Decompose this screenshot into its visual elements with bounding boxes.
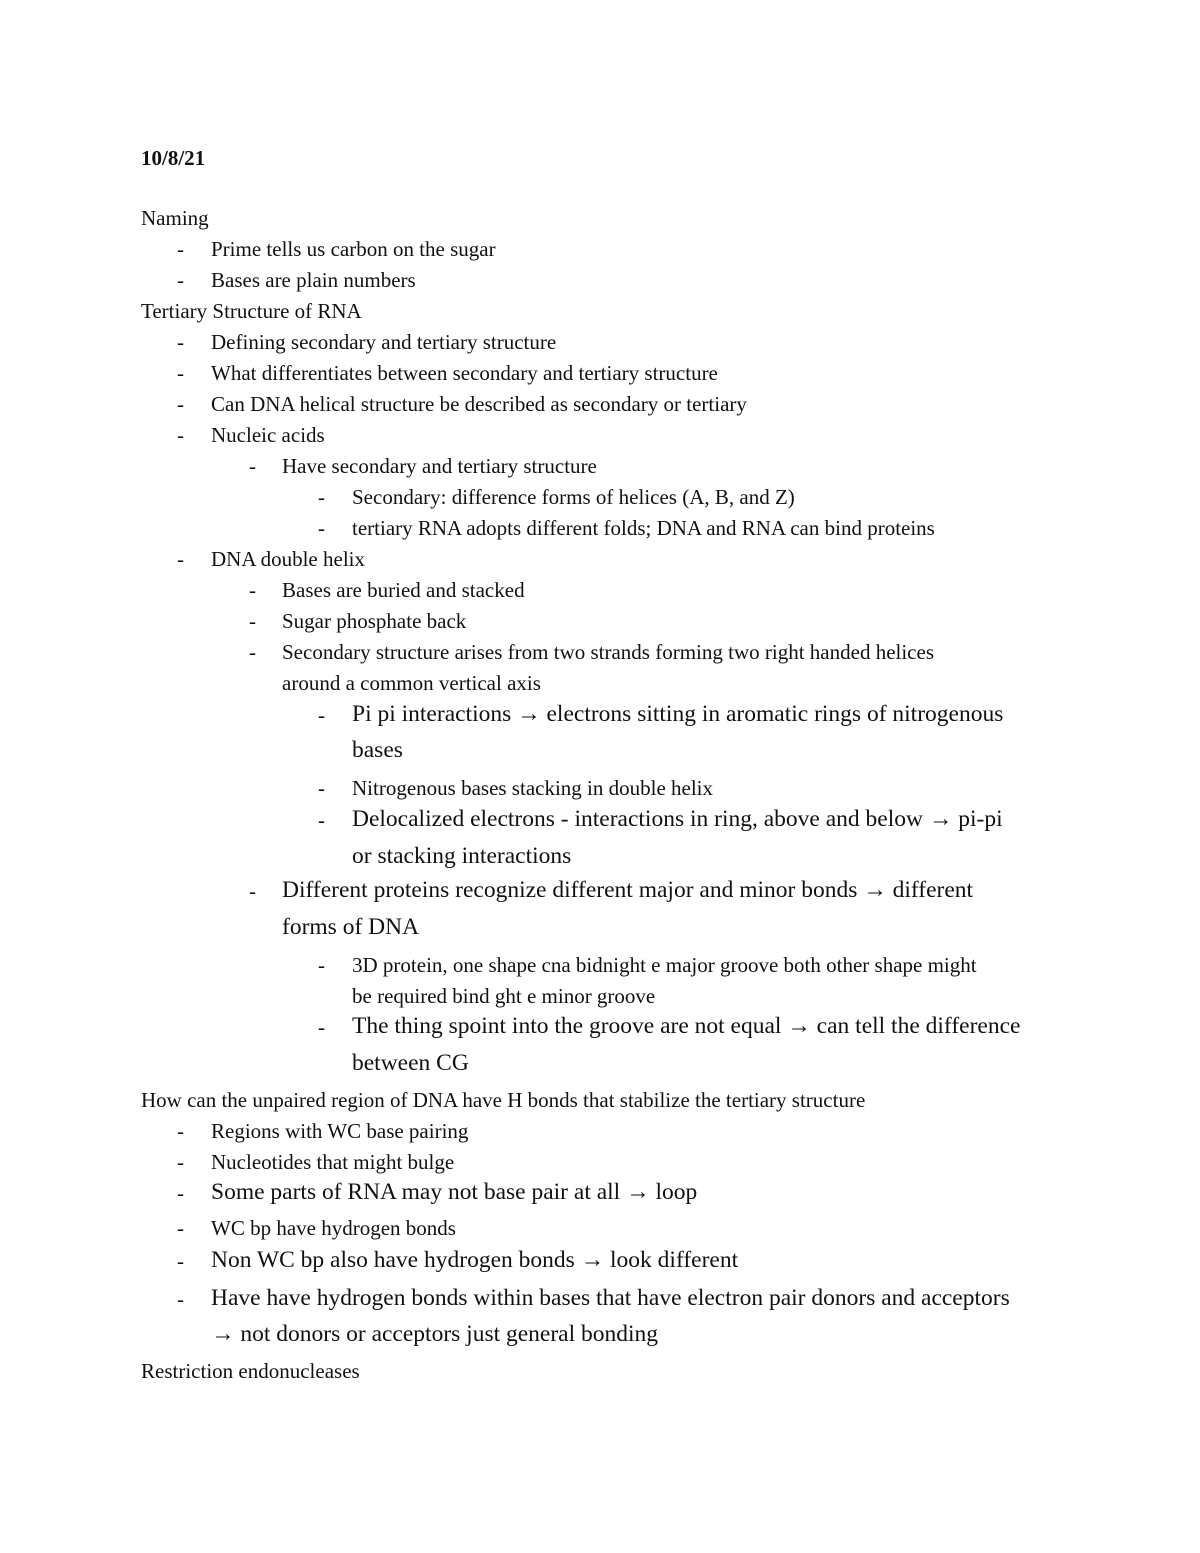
note-item: Have secondary and tertiary structure — [282, 454, 597, 478]
note-item: Nitrogenous bases stacking in double helix — [352, 776, 714, 800]
note-item: What differentiates between secondary and tertiary structure — [211, 361, 718, 385]
bullet-dash: - — [177, 268, 184, 292]
bullet-dash: - — [177, 1181, 184, 1205]
bullet-dash: - — [249, 640, 256, 664]
bullet-dash: - — [249, 454, 256, 478]
note-item: 3D protein, one shape cna bidnight e major groove both other shape might — [352, 953, 977, 977]
note-item: DNA double helix — [211, 547, 365, 571]
note-item: Sugar phosphate back — [282, 609, 467, 633]
note-item: Nucleotides that might bulge — [211, 1150, 455, 1174]
bullet-dash: - — [177, 330, 184, 354]
bullet-dash: - — [177, 1150, 184, 1174]
note-item: Defining secondary and tertiary structure — [211, 330, 557, 354]
bullet-dash: - — [249, 609, 256, 633]
bullet-dash: - — [177, 237, 184, 261]
note-item: → not donors or acceptors just general bonding — [211, 1321, 659, 1347]
bullet-dash: - — [249, 879, 256, 903]
note-item: be required bind ght e minor groove — [352, 984, 656, 1008]
note-item: Bases are plain numbers — [211, 268, 416, 292]
section-heading: How can the unpaired region of DNA have H bonds that stabilize the tertiary structure — [141, 1088, 866, 1112]
note-item: or stacking interactions — [352, 843, 572, 869]
note-item: Have have hydrogen bonds within bases that have electron pair donors and acceptors — [211, 1285, 1010, 1311]
note-item: Pi pi interactions → electrons sitting in aromatic rings of nitrogenous — [352, 701, 1004, 727]
bullet-dash: - — [177, 547, 184, 571]
bullet-dash: - — [318, 516, 325, 540]
note-item: between CG — [352, 1050, 469, 1076]
bullet-dash: - — [177, 361, 184, 385]
section-heading: Tertiary Structure of RNA — [141, 299, 362, 323]
note-item: Nucleic acids — [211, 423, 325, 447]
note-item: Prime tells us carbon on the sugar — [211, 237, 496, 261]
bullet-dash: - — [318, 485, 325, 509]
bullet-dash: - — [249, 578, 256, 602]
note-item: WC bp have hydrogen bonds — [211, 1216, 456, 1240]
note-item: Regions with WC base pairing — [211, 1119, 469, 1143]
note-item: Bases are buried and stacked — [282, 578, 525, 602]
note-date: 10/8/21 — [141, 146, 206, 170]
note-item: Some parts of RNA may not base pair at all → loop — [211, 1179, 698, 1205]
bullet-dash: - — [177, 1119, 184, 1143]
note-item: Delocalized electrons - interactions in ring, above and below → pi-pi — [352, 806, 1003, 832]
bullet-dash: - — [177, 1287, 184, 1311]
note-item: Can DNA helical structure be described as secondary or tertiary — [211, 392, 747, 416]
bullet-dash: - — [177, 392, 184, 416]
note-item: The thing spoint into the groove are not equal → can tell the difference — [352, 1013, 1021, 1039]
note-item: bases — [352, 737, 403, 763]
note-item: Non WC bp also have hydrogen bonds → look different — [211, 1247, 739, 1273]
bullet-dash: - — [318, 953, 325, 977]
note-item: Different proteins recognize different major and minor bonds → different — [282, 877, 974, 903]
bullet-dash: - — [318, 776, 325, 800]
bullet-dash: - — [318, 808, 325, 832]
bullet-dash: - — [177, 1249, 184, 1273]
note-item: Secondary structure arises from two strands forming two right handed helices — [282, 640, 934, 664]
bullet-dash: - — [177, 1216, 184, 1240]
section-heading: Naming — [141, 206, 209, 230]
section-heading: Restriction endonucleases — [141, 1359, 360, 1383]
note-item: Secondary: difference forms of helices (A, B, and Z) — [352, 485, 795, 509]
note-item: forms of DNA — [282, 914, 420, 940]
bullet-dash: - — [318, 1015, 325, 1039]
bullet-dash: - — [318, 703, 325, 727]
bullet-dash: - — [177, 423, 184, 447]
note-item: around a common vertical axis — [282, 671, 541, 695]
note-item: tertiary RNA adopts different folds; DNA and RNA can bind proteins — [352, 516, 935, 540]
